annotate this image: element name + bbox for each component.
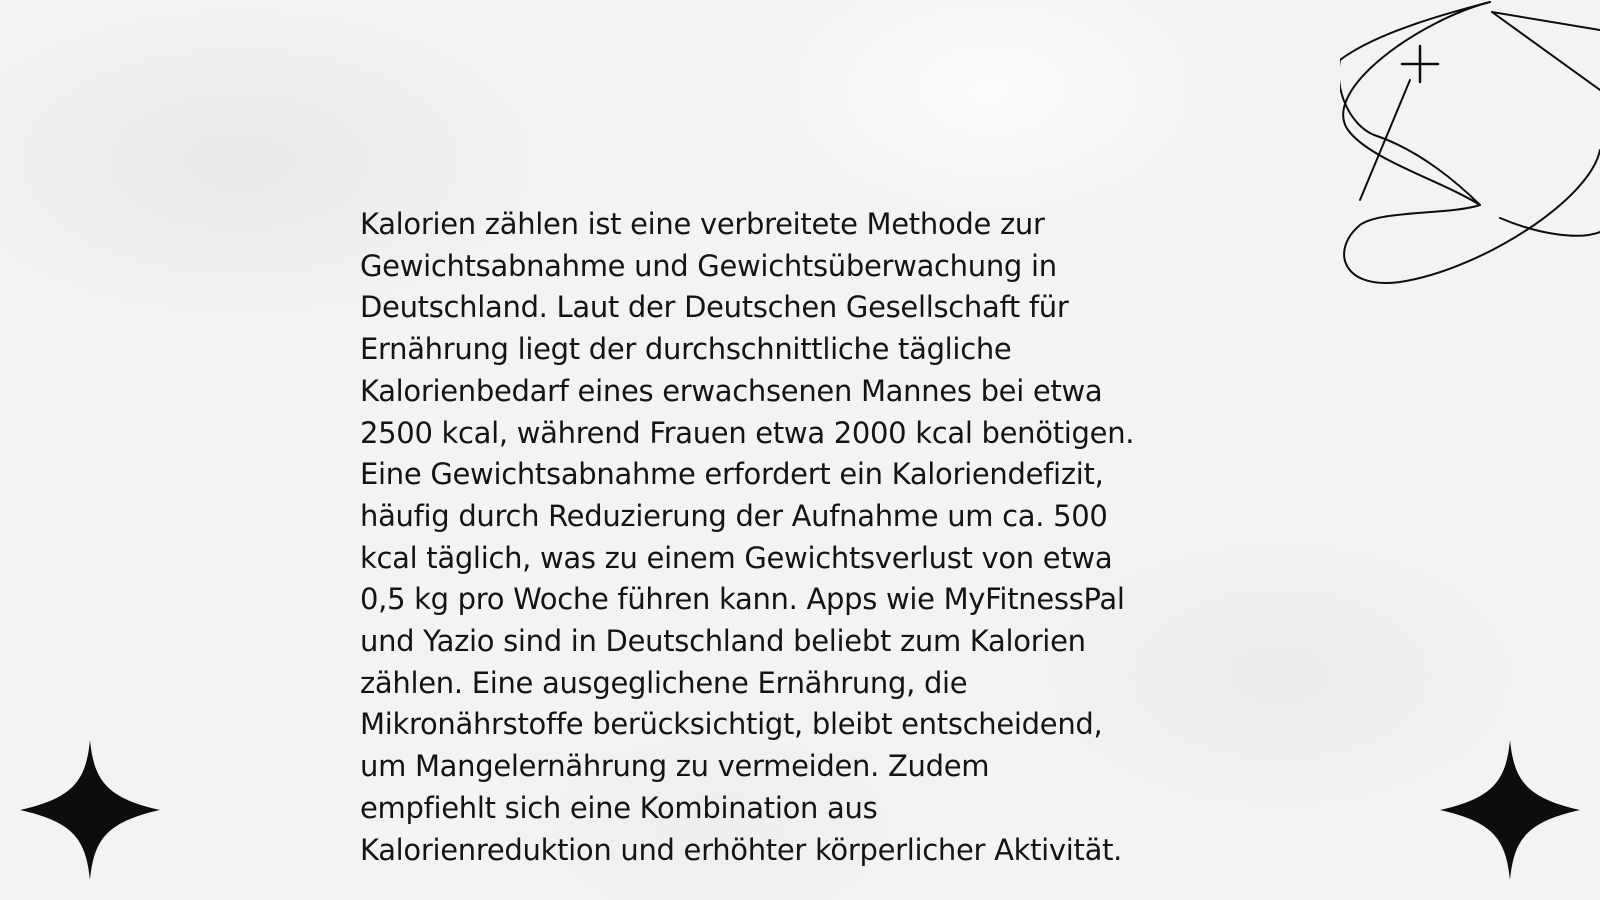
paragraph-line: 0,5 kg pro Woche führen kann. Apps wie MyFitnessPal	[360, 582, 1125, 617]
orbit-sparkle-icon	[1340, 0, 1600, 290]
paragraph-line: kcal täglich, was zu einem Gewichtsverlust von etwa	[360, 540, 1113, 575]
sparkle-icon	[1402, 46, 1438, 82]
paragraph-line: Eine Gewichtsabnahme erfordert ein Kaloriendefizit,	[360, 457, 1104, 492]
paragraph-line: Kalorien zählen ist eine verbreitete Methode zur	[360, 207, 1045, 241]
paragraph-line: empfiehlt sich eine Kombination aus	[360, 790, 878, 825]
paragraph-line: zählen. Eine ausgeglichene Ernährung, die	[360, 665, 968, 700]
paragraph-line: um Mangelernährung zu vermeiden. Zudem	[360, 749, 990, 784]
paragraph-line: 2500 kcal, während Frauen etwa 2000 kcal benötigen.	[360, 415, 1135, 450]
paragraph-line: Mikronährstoffe berücksichtigt, bleibt entscheidend,	[360, 707, 1103, 742]
paragraph-line: Kalorienreduktion und erhöhter körperlicher Aktivität.	[360, 832, 1123, 867]
paragraph-line: häufig durch Reduzierung der Aufnahme um ca. 500	[360, 498, 1108, 533]
paragraph-line: Ernährung liegt der durchschnittliche tägliche	[360, 332, 1012, 367]
paragraph-line: Gewichtsabnahme und Gewichtsüberwachung in	[360, 248, 1057, 283]
paragraph-line: Deutschland. Laut der Deutschen Gesellschaft für	[360, 290, 1069, 325]
four-point-star-icon	[1440, 740, 1580, 880]
four-point-star-icon	[20, 740, 160, 880]
paragraph-line: und Yazio sind in Deutschland beliebt zum Kalorien	[360, 624, 1086, 659]
body-paragraph	[360, 204, 1260, 871]
paragraph-line: Kalorienbedarf eines erwachsenen Mannes bei etwa	[360, 373, 1103, 408]
